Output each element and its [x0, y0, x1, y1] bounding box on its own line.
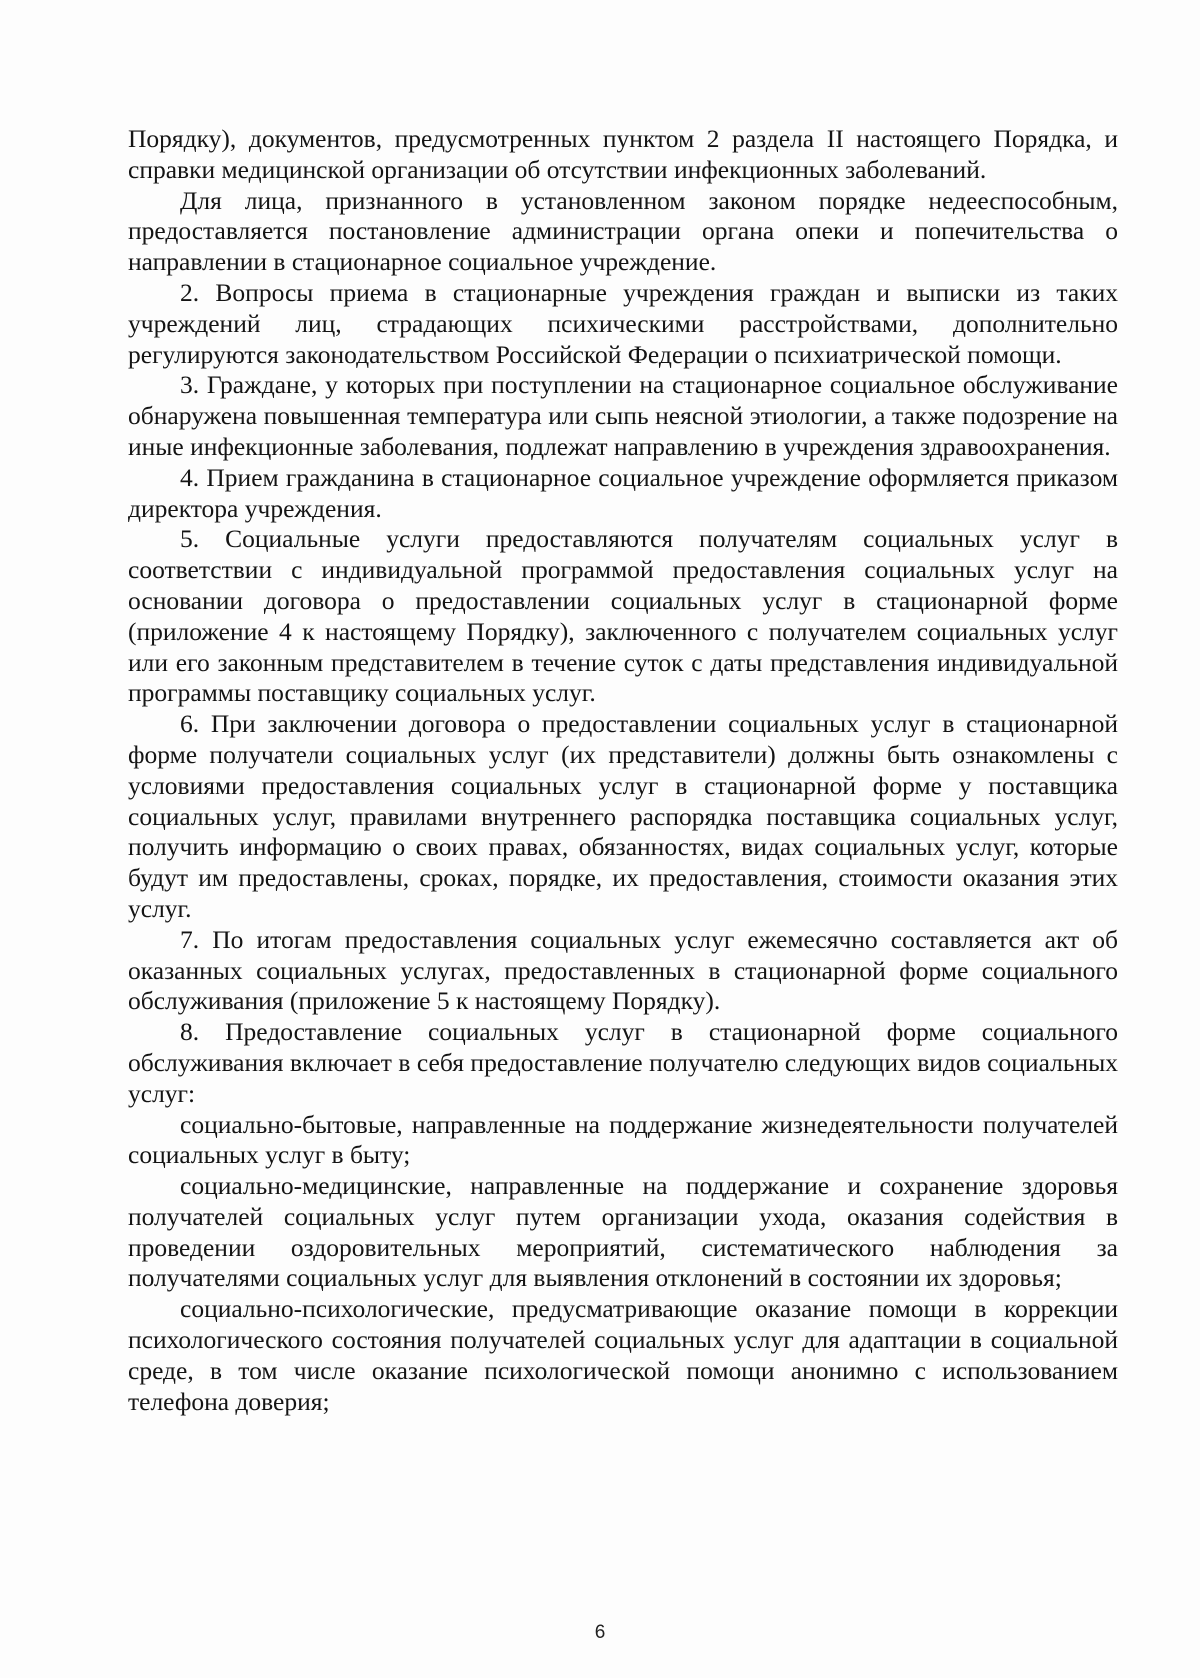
paragraph-item-7: 7. По итогам предоставления социальных услуг ежемесячно составляется акт об оказанных социальных услугах, предоставленных в стационарной форме социального обслуживания (приложение 5 к настоящему Порядку).: [128, 924, 1118, 1016]
paragraph-social-household: социально-бытовые, направленные на поддержание жизнедеятельности получателей социальных услуг в быту;: [128, 1109, 1118, 1170]
paragraph-item-4: 4. Прием гражданина в стационарное социальное учреждение оформляется приказом директора учреждения.: [128, 462, 1118, 523]
paragraph-incapacitated-person: Для лица, признанного в установленном законом порядке недееспособным, предоставляется постановление администрации органа опеки и попечительства о направлении в стационарное социальное учреждение.: [128, 185, 1118, 277]
paragraph-item-2: 2. Вопросы приема в стационарные учреждения граждан и выписки из таких учреждений лиц, страдающих психическими расстройствами, дополнительно регулируются законодательством Российской Федерации о психиатрической помощи.: [128, 277, 1118, 369]
page-number: 6: [594, 1622, 606, 1643]
paragraph-item-8: 8. Предоставление социальных услуг в стационарной форме социального обслуживания включает в себя предоставление получателю следующих видов социальных услуг:: [128, 1017, 1118, 1108]
document-body: [128, 124, 1118, 1417]
paragraph-item-3: 3. Граждане, у которых при поступлении на стационарное социальное обслуживание обнаружена повышенная температура или сыпь неясной этиологии, а также подозрение на иные инфекционные заболевания, подлежат направлению в учреждения здравоохранения.: [128, 370, 1118, 461]
paragraph-social-psychological: социально-психологические, предусматривающие оказание помощи в коррекции психологического состояния получателей социальных услуг для адаптации в социальной среде, в том числе оказание психологической помощи анонимно с использованием телефона доверия;: [128, 1294, 1118, 1416]
paragraph-continuation: Порядку), документов, предусмотренных пунктом 2 раздела II настоящего Порядка, и справки медицинской организации об отсутствии инфекционных заболеваний.: [128, 124, 1118, 184]
paragraph-social-medical: социально-медицинские, направленные на поддержание и сохранение здоровья получателей социальных услуг путем организации ухода, оказания содействия в проведении оздоровительных мероприятий, систематического наблюдения за получателями социальных услуг для выявления отклонений в состоянии их здоровья;: [128, 1171, 1118, 1293]
paragraph-item-6: 6. При заключении договора о предоставлении социальных услуг в стационарной форме получатели социальных услуг (их представители) должны быть ознакомлены с условиями предоставления социальных услуг в стационарной форме у поставщика социальных услуг, правилами внутреннего распорядка поставщика социальных услуг, получить информацию о своих правах, обязанностях, видах социальных услуг, которые будут им предоставлены, сроках, порядке, их предоставления, стоимости оказания этих услуг.: [128, 709, 1118, 923]
paragraph-item-5: 5. Социальные услуги предоставляются получателям социальных услуг в соответствии с индивидуальной программой предоставления социальных услуг на основании договора о предоставлении социальных услуг в стационарной форме (приложение 4 к настоящему Порядку), заключенного с получателем социальных услуг или его законным представителем в течение суток с даты представления индивидуальной программы поставщику социальных услуг.: [128, 524, 1118, 708]
